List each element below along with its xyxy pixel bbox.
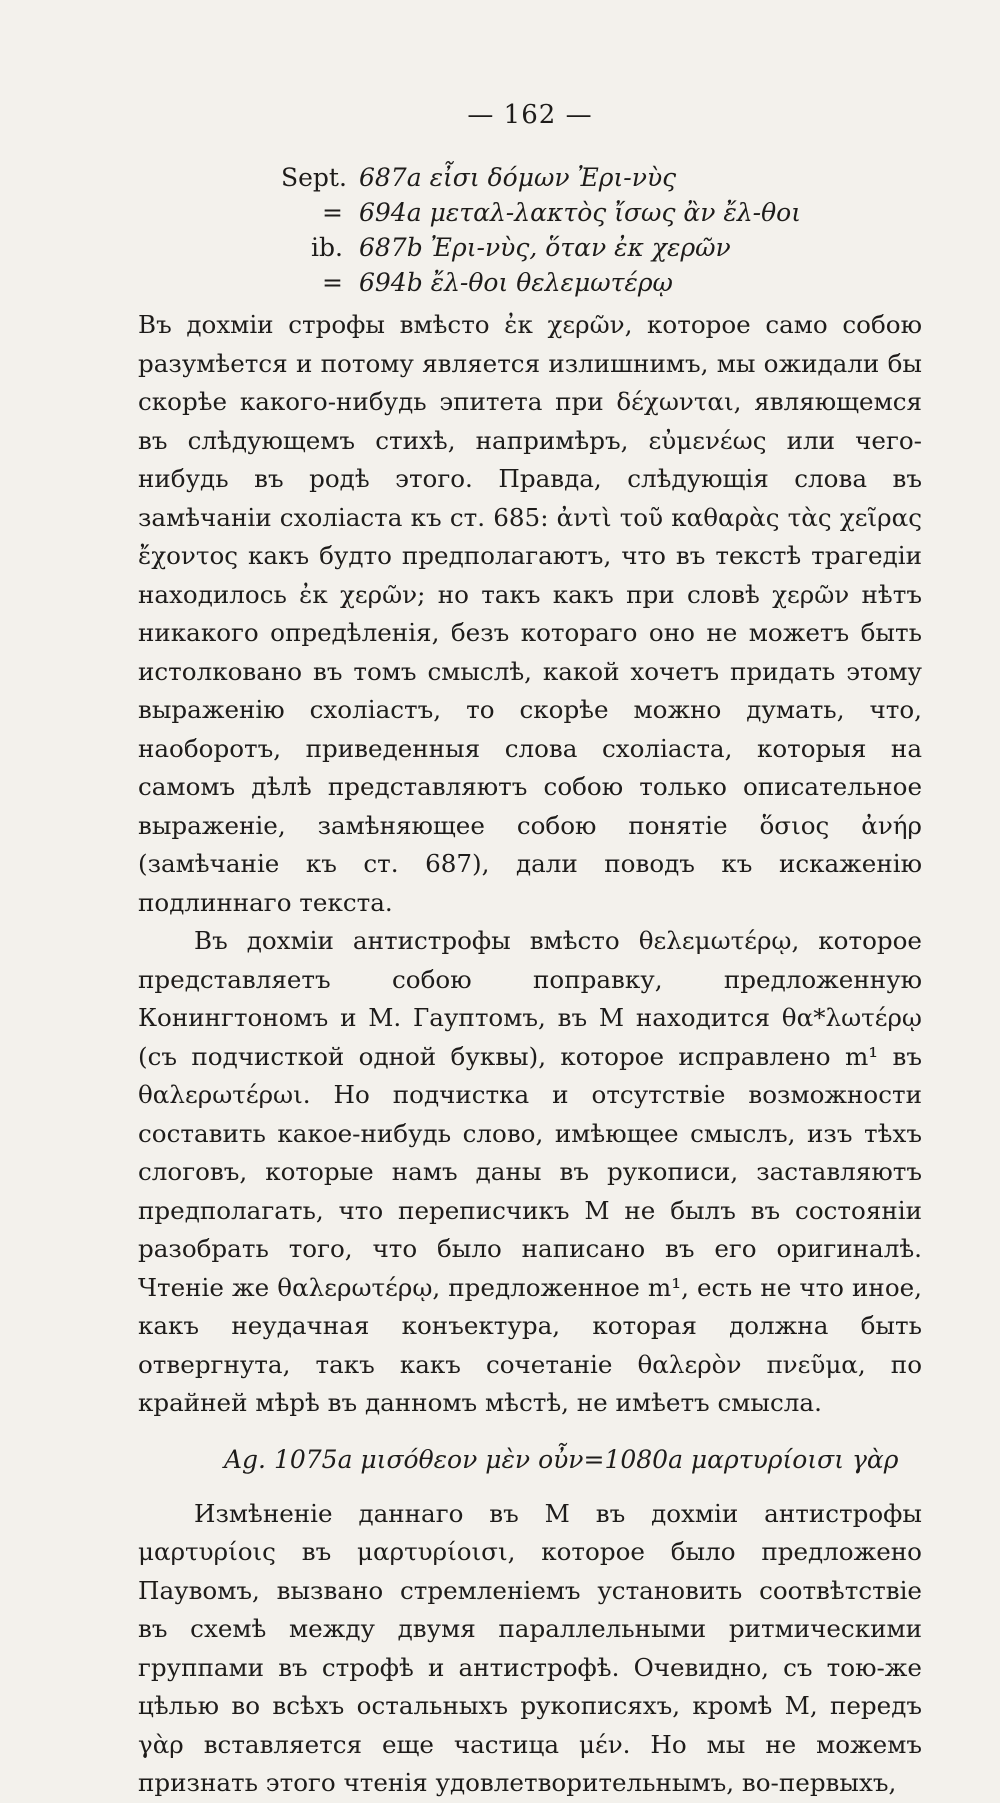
section-heading: Ag. 1075a μισόθεον μὲν οὖν=1080a μαρτυρίοισι γὰρ [224,1444,899,1474]
siglum-line [281,230,922,265]
paragraph-closing: Измѣненіе даннаго въ М въ дохміи антистрофы μαρτυρίοις въ μαρτυρίοισι, которое было предложено Паувомъ, вызвано стремленіемъ установить соотвѣтствіе въ схемѣ между двумя параллельными ритмическими группами въ строфѣ и антистрофѣ. Очевидно, съ тою-же цѣлью во всѣхъ остальныхъ рукописяхъ, кромѣ М, передъ γὰρ вставляется еще частица μέν. Но мы не можемъ признать этого чтенія удовлетворительнымъ, во-первыхъ, [138,1498,922,1797]
siglum-line [281,160,922,195]
siglum-label: Sept. [281,163,347,192]
siglum-value: 687a εἶσι δόμων Ἐρι-νὺς [359,163,677,192]
paragraph-strophe: Въ дохміи строфы вмѣсто ἐκ χερῶν, которое само собою разумѣется и потому является излишнимъ, мы ожидали бы скорѣе какого-нибудь эпитета при δέχωνται, являющемся въ слѣдующемъ стихѣ, напримѣръ, εὐμενέως или чего-нибудь въ родѣ этого. Правда, слѣдующія слова въ замѣчаніи схоліаста къ ст. 685: ἀντὶ τοῦ καθαρὰς τὰς χεῖρας ἔχοντος какъ будто предполагаютъ, что въ текстѣ трагедіи находилось ἐκ χερῶν; но такъ какъ при словѣ χερῶν нѣтъ никакого опредѣленія, безъ котораго оно не можетъ быть истолковано въ томъ смыслѣ, какой хочетъ придать этому выраженію схоліастъ, то скорѣе можно думать, что, наоборотъ, приведенныя слова схоліаста, которыя на самомъ дѣлѣ представляютъ собою только описательное выраженіе, замѣняющее собою понятіе ὅσιος ἀνήρ (замѣчаніе къ ст. 687), дали поводъ къ искаженію подлиннаго текста. [138,310,922,917]
verse-sigla-block [281,160,922,300]
siglum-label: ib. [311,233,343,262]
siglum-line [281,195,922,230]
siglum-label: = [322,268,343,297]
siglum-value: 687b Ἐρι-νὺς, ὅταν ἐκ χερῶν [359,233,731,262]
body-text [138,306,922,1803]
siglum-value: 694a μεταλ-λακτὸς ἴσως ἂν ἔλ-θοι [359,198,802,227]
siglum-value: 694b ἔλ-θοι θελεμωτέρῳ [359,268,673,297]
siglum-label: = [322,198,343,227]
siglum-line [281,265,922,300]
page-number: — 162 — [467,100,593,130]
paragraph-antistrophe: Въ дохміи антистрофы вмѣсто θελεμωτέρῳ, которое представляетъ собою поправку, предложенную Конингтономъ и М. Гауптомъ, въ М находится θα*λωτέρῳ (съ подчисткой одной буквы), которое исправлено m¹ въ θαλερωτέρωι. Но подчистка и отсутствіе возможности составить какое-нибудь слово, имѣющее смыслъ, изъ тѣхъ слоговъ, которые намъ даны въ рукописи, заставляютъ предполагать, что переписчикъ М не былъ въ состояніи разобрать того, что было написано въ его оригиналѣ. Чтеніе же θαλερωτέρῳ, предложенное m¹, есть не что иное, какъ неудачная конъектура, которая должна быть отвергнута, такъ какъ сочетаніе θαλερὸν πνεῦμα, по крайней мѣрѣ въ данномъ мѣстѣ, не имѣетъ смысла. [138,926,922,1417]
